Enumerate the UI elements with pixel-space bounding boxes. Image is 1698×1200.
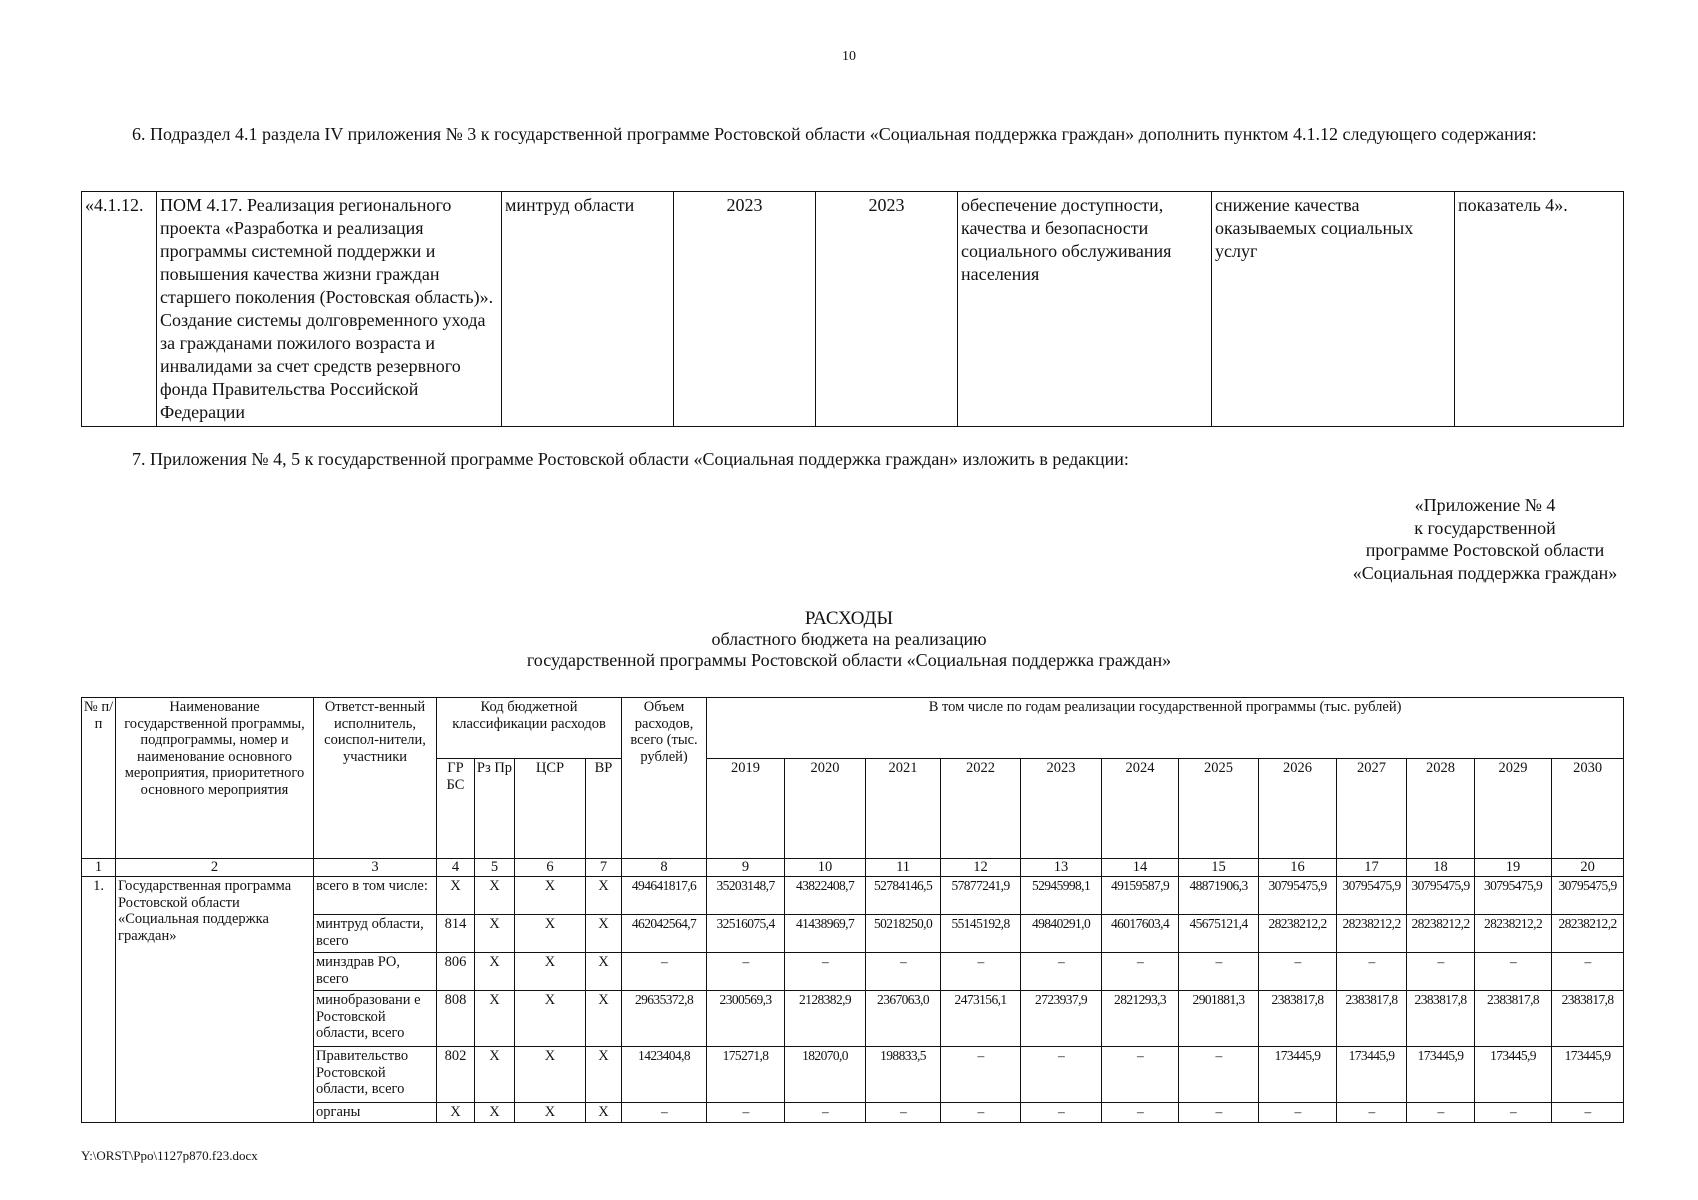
year-value: – (707, 953, 785, 991)
index-cell: 10 (785, 859, 866, 877)
index-cell: 1 (82, 859, 116, 877)
header-year: 2021 (866, 759, 941, 859)
year-value: – (866, 953, 941, 991)
year-value: 35203148,7 (707, 877, 785, 915)
title-line-3: государственной программы Ростовской области «Социальная поддержка граждан» (526, 650, 1172, 670)
header-year: 2019 (707, 759, 785, 859)
responsible-executor: минздрав РО, всего (314, 953, 437, 991)
year-value: 30795475,9 (1552, 877, 1624, 915)
year-value: 2821293,3 (1102, 991, 1179, 1047)
year-value: 173445,9 (1552, 1047, 1624, 1103)
index-cell: 9 (707, 859, 785, 877)
year-value: 2723937,9 (1021, 991, 1102, 1047)
year-value: 2383817,8 (1475, 991, 1552, 1047)
header-year: 2023 (1021, 759, 1102, 859)
index-cell: 14 (1102, 859, 1179, 877)
header-year: 2025 (1179, 759, 1259, 859)
table-row (82, 1047, 1624, 1103)
year-value: – (1021, 1047, 1102, 1103)
year-value: 173445,9 (1407, 1047, 1475, 1103)
year-value: 30795475,9 (1475, 877, 1552, 915)
year-value: 198833,5 (866, 1047, 941, 1103)
year-value: – (707, 1103, 785, 1123)
measure-table (81, 191, 1624, 427)
year-value: – (1407, 1103, 1475, 1123)
year-value: – (785, 1103, 866, 1123)
year-value: 2901881,3 (1179, 991, 1259, 1047)
paragraph-6: 6. Подраздел 4.1 раздела IV приложения № 3 к государственной программе Ростовской области «Социальная поддержка граждан» дополнить пунктом 4.1.12 следующего содержания: (132, 124, 1537, 144)
year-value: 41438969,7 (785, 915, 866, 953)
year-value: – (1179, 1103, 1259, 1123)
responsible-executor: всего в том числе: (314, 877, 437, 915)
header-volume: Объем расходов, всего (тыс. рублей) (622, 698, 707, 859)
title-line-2: областного бюджета на реализацию (711, 629, 987, 649)
responsible-executor: минобразовани е Ростовской области, всего (314, 991, 437, 1047)
index-cell: 19 (1475, 859, 1552, 877)
year-value: – (1475, 953, 1552, 991)
code-csr: X (515, 877, 586, 915)
year-value: 46017603,4 (1102, 915, 1179, 953)
year-value: 28238212,2 (1552, 915, 1624, 953)
year-value: 55145192,8 (941, 915, 1021, 953)
responsible-executor: органы (314, 1103, 437, 1123)
year-value: 52784146,5 (866, 877, 941, 915)
code-vr: X (586, 877, 622, 915)
code-vr: X (586, 991, 622, 1047)
code-grbs: 806 (437, 953, 475, 991)
year-value: 2128382,9 (785, 991, 866, 1047)
year-value: 30795475,9 (1259, 877, 1337, 915)
measure-end-year: 2023 (816, 192, 958, 427)
year-value: – (1552, 1103, 1624, 1123)
year-value: 43822408,7 (785, 877, 866, 915)
code-rzpr: X (475, 1047, 515, 1103)
table-row (82, 1103, 1624, 1123)
header-years-title: В том числе по годам реализации государственной программы (тыс. рублей) (707, 698, 1624, 759)
measure-consequence: снижение качества оказываемых социальных услуг (1212, 192, 1455, 427)
header-rzpr: Рз Пр (475, 759, 515, 859)
year-value: – (1337, 953, 1407, 991)
measure-name: ПОМ 4.17. Реализация регионального проекта «Разработка и реализация программы системной поддержки и повышения качества жизни граждан старшего поколения (Ростовская область)». Создание системы долговременного ухода за гражданами пожилого возраста и инвалидами за счет средств резервного фонда Правительства Российской Федерации (157, 192, 502, 427)
year-value: 49840291,0 (1021, 915, 1102, 953)
year-value: 2383817,8 (1407, 991, 1475, 1047)
appendix-line-3: программе Ростовской области (1365, 540, 1605, 560)
code-grbs: X (437, 877, 475, 915)
table-row (82, 991, 1624, 1047)
expense-table (81, 697, 1624, 1123)
total-volume: 1423404,8 (622, 1047, 707, 1103)
year-value: 2300569,3 (707, 991, 785, 1047)
year-value: – (1552, 953, 1624, 991)
year-value: 182070,0 (785, 1047, 866, 1103)
year-value: 175271,8 (707, 1047, 785, 1103)
header-responsible: Ответст-венный исполнитель, соиспол-нители, участники (314, 698, 437, 859)
code-vr: X (586, 1103, 622, 1123)
appendix-note (1290, 494, 1680, 584)
code-csr: X (515, 991, 586, 1047)
year-value: 173445,9 (1337, 1047, 1407, 1103)
index-cell: 17 (1337, 859, 1407, 877)
year-value: 2383817,8 (1337, 991, 1407, 1047)
index-cell: 18 (1407, 859, 1475, 877)
year-value: – (1407, 953, 1475, 991)
year-value: – (941, 953, 1021, 991)
year-value: 28238212,2 (1475, 915, 1552, 953)
code-csr: X (515, 915, 586, 953)
index-cell: 3 (314, 859, 437, 877)
year-value: – (941, 1103, 1021, 1123)
index-cell: 16 (1259, 859, 1337, 877)
program-name: Государственная программа Ростовской области «Социальная поддержка граждан» (116, 877, 314, 1123)
year-value: – (1021, 953, 1102, 991)
year-value: 45675121,4 (1179, 915, 1259, 953)
code-grbs: 802 (437, 1047, 475, 1103)
year-value: – (1102, 953, 1179, 991)
year-value: 52945998,1 (1021, 877, 1102, 915)
code-vr: X (586, 1047, 622, 1103)
index-cell: 6 (515, 859, 586, 877)
total-volume: 462042564,7 (622, 915, 707, 953)
measure-start-year: 2023 (674, 192, 816, 427)
total-volume: 29635372,8 (622, 991, 707, 1047)
code-rzpr: X (475, 953, 515, 991)
code-csr: X (515, 953, 586, 991)
code-vr: X (586, 915, 622, 953)
responsible-executor: Правительство Ростовской области, всего (314, 1047, 437, 1103)
header-row-1 (82, 698, 1624, 759)
year-value: – (1337, 1103, 1407, 1123)
year-value: – (1259, 953, 1337, 991)
year-value: 2367063,0 (866, 991, 941, 1047)
year-value: 2473156,1 (941, 991, 1021, 1047)
header-name: Наименование государственной программы, подпрограммы, номер и наименование основного мероприятия, приоритетного основного мероприятия (116, 698, 314, 859)
total-volume: 494641817,6 (622, 877, 707, 915)
index-cell: 20 (1552, 859, 1624, 877)
paragraph-7: 7. Приложения № 4, 5 к государственной программе Ростовской области «Социальная поддержка граждан» изложить в редакции: (132, 449, 1129, 469)
code-csr: X (515, 1103, 586, 1123)
document-title (0, 608, 1698, 671)
year-value: 49159587,9 (1102, 877, 1179, 915)
year-value: – (1102, 1103, 1179, 1123)
index-cell: 11 (866, 859, 941, 877)
year-value: 28238212,2 (1259, 915, 1337, 953)
year-value: – (1475, 1103, 1552, 1123)
year-value: – (866, 1103, 941, 1123)
measure-number: «4.1.12. (82, 192, 157, 427)
page-number: 10 (842, 49, 856, 64)
code-rzpr: X (475, 915, 515, 953)
appendix-line-4: «Социальная поддержка граждан» (1352, 562, 1618, 583)
year-value: – (1179, 953, 1259, 991)
year-value: 50218250,0 (866, 915, 941, 953)
code-rzpr: X (475, 877, 515, 915)
year-value: – (785, 953, 866, 991)
index-cell: 12 (941, 859, 1021, 877)
year-value: 32516075,4 (707, 915, 785, 953)
header-year: 2028 (1407, 759, 1475, 859)
year-value: 48871906,3 (1179, 877, 1259, 915)
total-volume: – (622, 1103, 707, 1123)
table-row (82, 877, 1624, 915)
index-cell: 2 (116, 859, 314, 877)
header-year: 2022 (941, 759, 1021, 859)
table-row (82, 953, 1624, 991)
appendix-line-1: «Приложение № 4 (1414, 495, 1556, 515)
index-cell: 8 (622, 859, 707, 877)
total-volume: – (622, 953, 707, 991)
title-line-1: РАСХОДЫ (804, 608, 894, 629)
table-row (82, 915, 1624, 953)
year-value: 2383817,8 (1259, 991, 1337, 1047)
year-value: 28238212,2 (1407, 915, 1475, 953)
index-cell: 13 (1021, 859, 1102, 877)
year-value: – (1179, 1047, 1259, 1103)
header-year: 2027 (1337, 759, 1407, 859)
index-cell: 7 (586, 859, 622, 877)
year-value: 30795475,9 (1407, 877, 1475, 915)
index-cell: 5 (475, 859, 515, 877)
year-value: 173445,9 (1475, 1047, 1552, 1103)
code-vr: X (586, 953, 622, 991)
file-path-footer: Y:\ORST\Ppo\1127p870.f23.docx (81, 1148, 258, 1163)
responsible-executor: минтруд области, всего (314, 915, 437, 953)
header-year: 2026 (1259, 759, 1337, 859)
header-budget-code: Код бюджетной классификации расходов (437, 698, 622, 759)
year-value: – (1021, 1103, 1102, 1123)
header-year: 2020 (785, 759, 866, 859)
index-cell: 4 (437, 859, 475, 877)
program-number: 1. (82, 877, 116, 1123)
header-vr: ВР (586, 759, 622, 859)
code-grbs: 808 (437, 991, 475, 1047)
measure-executor: минтруд области (502, 192, 674, 427)
year-value: – (941, 1047, 1021, 1103)
year-value: 2383817,8 (1552, 991, 1624, 1047)
measure-row (82, 192, 1624, 427)
code-rzpr: X (475, 1103, 515, 1123)
measure-indicator-link: показатель 4». (1455, 192, 1624, 427)
index-cell: 15 (1179, 859, 1259, 877)
header-num: № п/п (82, 698, 116, 859)
year-value: 28238212,2 (1337, 915, 1407, 953)
header-grbs: ГР БС (437, 759, 475, 859)
code-rzpr: X (475, 991, 515, 1047)
code-grbs: 814 (437, 915, 475, 953)
year-value: – (1259, 1103, 1337, 1123)
year-value: 57877241,9 (941, 877, 1021, 915)
year-value: 173445,9 (1259, 1047, 1337, 1103)
code-grbs: X (437, 1103, 475, 1123)
code-csr: X (515, 1047, 586, 1103)
year-value: – (1102, 1047, 1179, 1103)
index-row (82, 859, 1624, 877)
header-csr: ЦСР (515, 759, 586, 859)
header-year: 2030 (1552, 759, 1624, 859)
header-year: 2029 (1475, 759, 1552, 859)
year-value: 30795475,9 (1337, 877, 1407, 915)
appendix-line-2: к государственной (1414, 517, 1556, 538)
measure-result: обеспечение доступности, качества и безопасности социального обслуживания населения (958, 192, 1212, 427)
header-year: 2024 (1102, 759, 1179, 859)
